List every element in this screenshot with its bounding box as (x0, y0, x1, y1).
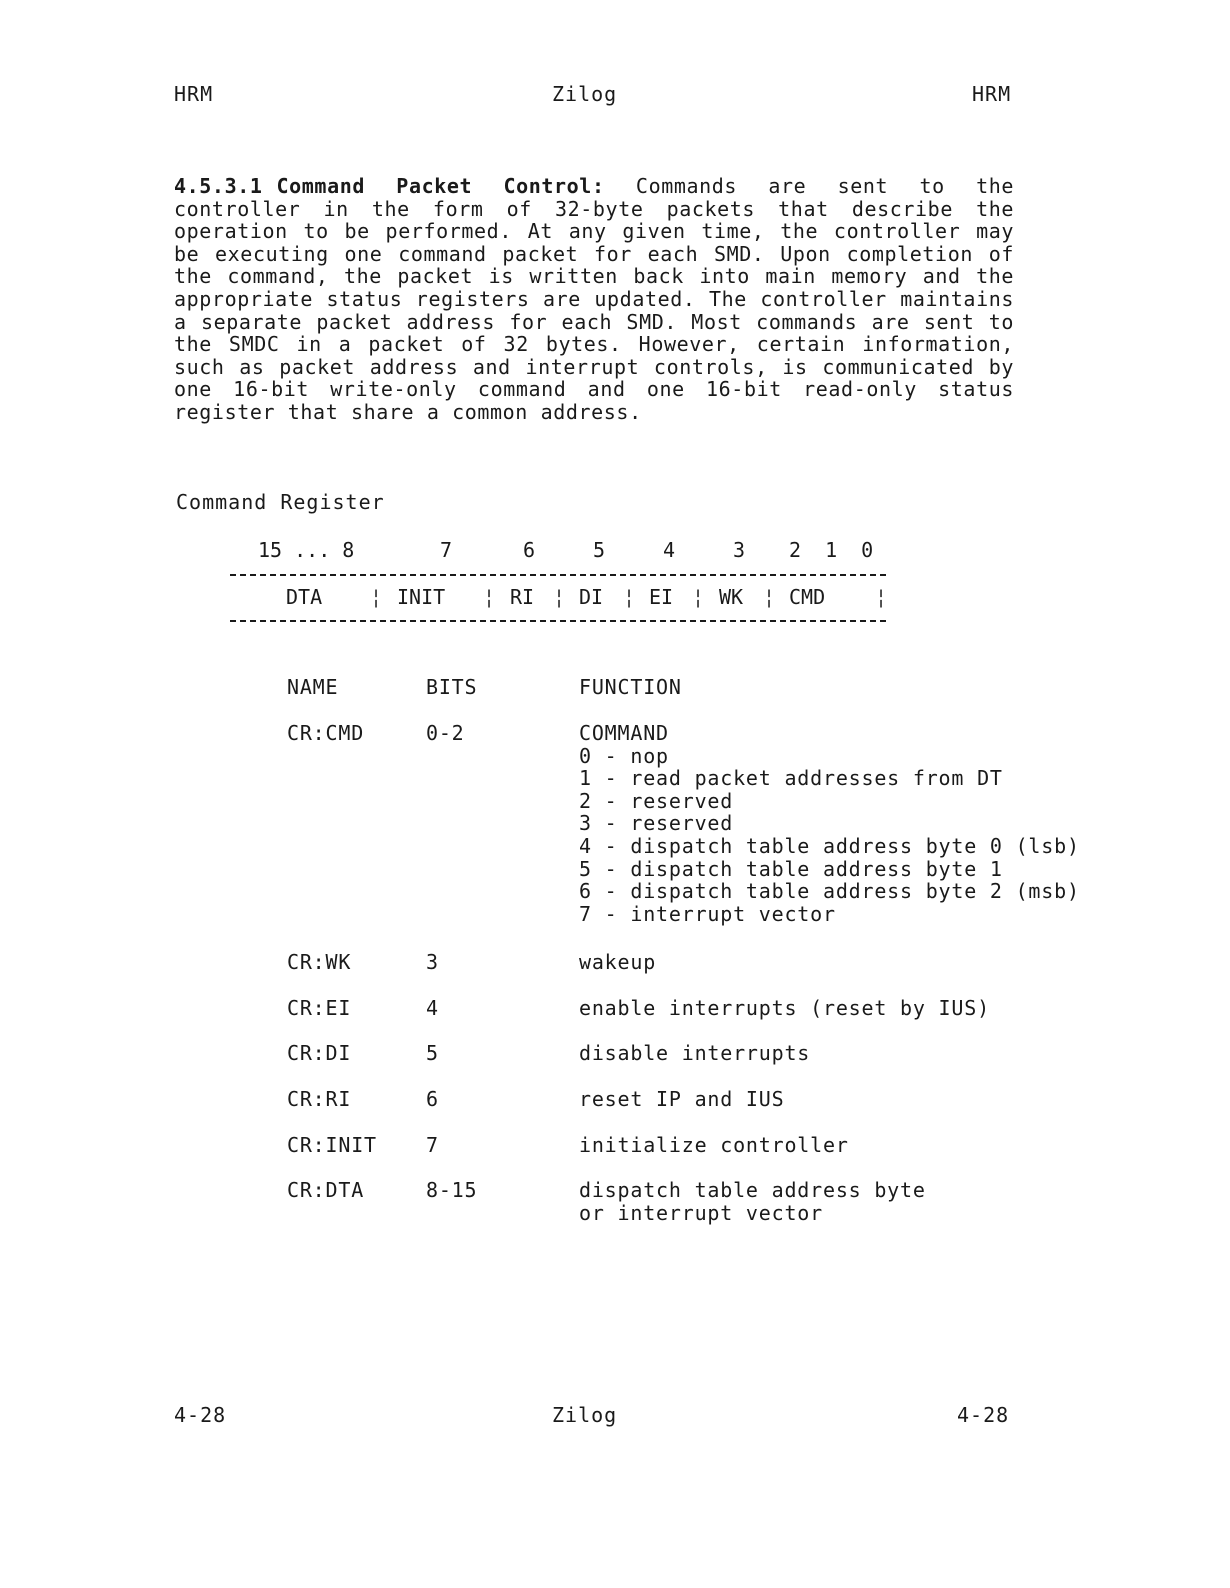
table-row-bits: 8-15 (426, 1178, 478, 1202)
table-row-function: initialize controller (579, 1133, 849, 1157)
table-row-function: enable interrupts (reset by IUS) (579, 996, 990, 1020)
section-paragraph (174, 175, 1014, 424)
table-row-name: CR:DTA (287, 1178, 365, 1202)
command-item: 0 - nop (579, 743, 669, 768)
field-separator: ¦ (875, 585, 888, 609)
table-row-function: COMMAND (579, 721, 669, 745)
table-row-name: CR:WK (287, 950, 352, 974)
table-row-bits: 3 (426, 950, 439, 974)
command-item: 4 - dispatch table address byte 0 (lsb) (579, 833, 1080, 858)
command-item: 3 - reserved (579, 811, 734, 836)
field-separator: ¦ (623, 585, 636, 609)
register-top-border (230, 574, 886, 576)
register-title: Command Register (176, 490, 385, 514)
bit-label: 2 1 0 (789, 538, 880, 562)
register-field-wk: WK (719, 585, 744, 609)
register-fields-row (0, 585, 1230, 609)
field-separator: ¦ (483, 585, 496, 609)
table-row-name: CR:CMD (287, 721, 365, 745)
bit-label: 6 (523, 538, 536, 562)
register-field-init: INIT (397, 585, 446, 609)
field-separator: ¦ (370, 585, 383, 609)
table-row-bits: 6 (426, 1087, 439, 1111)
header-left: HRM (174, 82, 214, 106)
table-row-bits: 4 (426, 996, 439, 1020)
field-separator: ¦ (553, 585, 566, 609)
table-row-name: CR:DI (287, 1041, 352, 1065)
table-row-name: CR:RI (287, 1087, 352, 1111)
register-field-di: DI (579, 585, 604, 609)
section-title: Command Packet Control: (276, 174, 605, 198)
bit-label: 15 ... 8 (258, 538, 355, 562)
table-row-name: CR:EI (287, 996, 352, 1020)
table-header-name: NAME (287, 675, 339, 699)
section-body: Commands are sent to the controller in the form of 32-byte packets that describe the operation to be performed. At any given time, the controller may be executing one command packet for each SMD. Upon completion of the command, the packet is written back into main memory and the appropriate status registers are updated. The controller maintains a separate packet address for each SMD. Most commands are sent to the SMDC in a packet of 32 bytes. However, certain information, such as packet address and interrupt controls, is communicated by one 16-bit write-only command and one 16-bit read-only status register that share a common address. (174, 174, 1014, 424)
table-row-function: reset IP and IUS (579, 1087, 785, 1111)
register-bottom-border (230, 620, 886, 622)
bit-label: 4 (663, 538, 676, 562)
table-row-name: CR:INIT (287, 1133, 377, 1157)
footer-left: 4-28 (174, 1403, 227, 1427)
header-center: Zilog (552, 82, 618, 106)
table-row-bits: 0-2 (426, 721, 465, 745)
field-separator: ¦ (763, 585, 776, 609)
function-line: dispatch table address byte (579, 1178, 926, 1202)
table-row-function (579, 1179, 926, 1224)
footer-right: 4-28 (957, 1403, 1010, 1427)
command-item: 5 - dispatch table address byte 1 (579, 856, 1003, 881)
header-right: HRM (972, 82, 1012, 106)
table-row-function: wakeup (579, 950, 657, 974)
register-field-ri: RI (510, 585, 535, 609)
bit-label: 7 (440, 538, 453, 562)
bit-label: 3 (733, 538, 746, 562)
footer-center: Zilog (552, 1403, 618, 1427)
register-field-cmd: CMD (789, 585, 826, 609)
section-number: 4.5.3.1 (174, 174, 263, 198)
register-field-dta: DTA (286, 585, 323, 609)
command-item: 1 - read packet addresses from DT (579, 766, 1003, 791)
table-row-bits: 5 (426, 1041, 439, 1065)
table-header-function: FUNCTION (579, 675, 682, 699)
table-row-function: disable interrupts (579, 1041, 811, 1065)
field-separator: ¦ (692, 585, 705, 609)
bit-label: 5 (593, 538, 606, 562)
table-row-bits: 7 (426, 1133, 439, 1157)
table-header-bits: BITS (426, 675, 478, 699)
command-item: 7 - interrupt vector (579, 901, 836, 926)
register-field-ei: EI (649, 585, 674, 609)
command-item: 6 - dispatch table address byte 2 (msb) (579, 879, 1080, 904)
command-list (579, 722, 1080, 925)
bit-number-row (0, 538, 1230, 562)
function-line: or interrupt vector (579, 1200, 823, 1225)
command-item: 2 - reserved (579, 788, 734, 813)
